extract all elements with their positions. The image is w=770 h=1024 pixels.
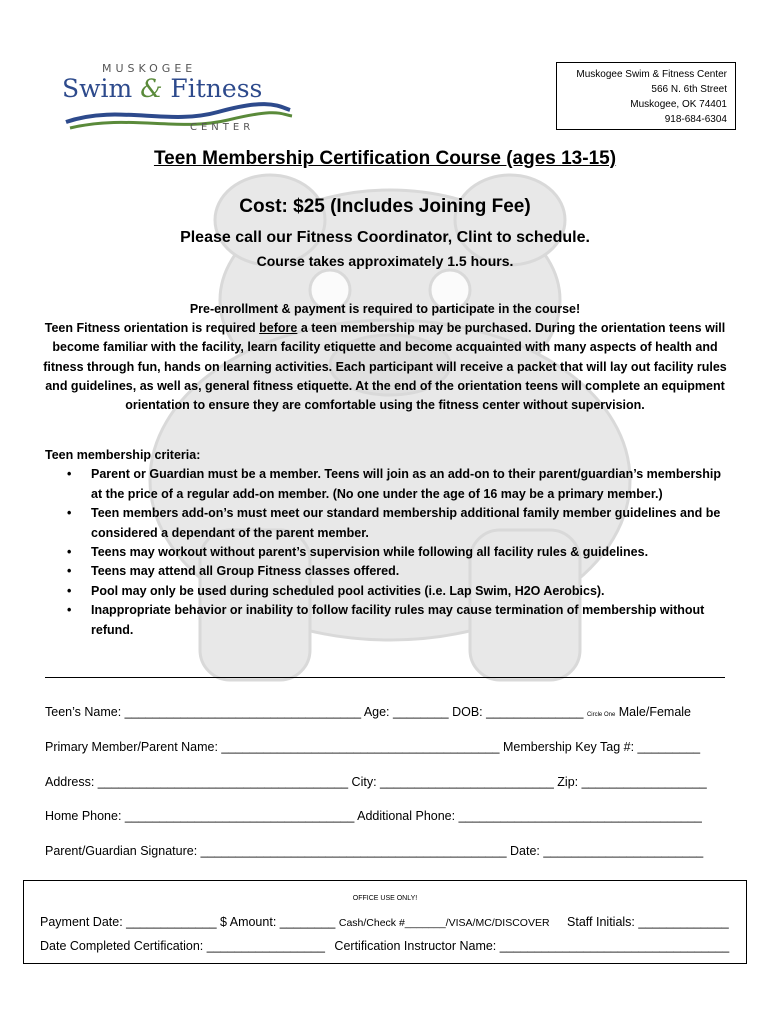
intro-text-rest: a teen membership may be purchased. During the orientation teens will become familiar with the facility, learn facility etiquette and become acquainted with many aspects of health and fitness through fun, hands on learning activities. Each participant will receive a packet that will lay out facility rules and guidelines, as well as, general fitness etiquette. At the end of the orientation teens will complete an equipment orientation to ensure they are comfortable using the fitness center without supervision.	[43, 321, 727, 413]
list-item: • Teens may workout without parent’s supervision while following all facility rules & guidelines.	[45, 543, 735, 562]
staff-initials-field[interactable]: Staff Initials: _____________	[567, 915, 729, 929]
call-line: Please call our Fitness Coordinator, Clint to schedule.	[180, 229, 590, 246]
date-completed-field[interactable]: Date Completed Certification: _________________	[40, 939, 325, 953]
circle-one-label: Circle One	[586, 712, 616, 718]
office-use-header: OFFICE USE ONLY!	[352, 895, 418, 902]
teen-info-row[interactable]	[45, 705, 691, 719]
center-logo	[58, 62, 298, 140]
payment-method-field[interactable]: Cash/Check #_______/VISA/MC/DISCOVER	[338, 917, 550, 929]
cost-line: Cost: $25 (Includes Joining Fee)	[239, 196, 531, 217]
center-phone: 918-684-6304	[664, 114, 727, 125]
center-city: Muskogee, OK 74401	[630, 99, 727, 110]
criteria-section	[45, 446, 735, 640]
phone-field[interactable]: Home Phone: _________________________________ Additional Phone: ___________________________________	[45, 809, 702, 823]
logo-bottom-text: CENTER	[190, 122, 255, 133]
criteria-list	[45, 465, 735, 640]
logo-wave-icon	[58, 102, 298, 132]
payment-date-field[interactable]: Payment Date: _____________ $ Amount: ________	[40, 915, 336, 929]
logo-main-text	[62, 74, 262, 103]
center-name: Muskogee Swim & Fitness Center	[576, 69, 727, 80]
gender-field[interactable]: Male/Female	[618, 705, 692, 719]
duration-line: Course takes approximately 1.5 hours.	[256, 253, 514, 269]
primary-member-field[interactable]: Primary Member/Parent Name: ________________________________________ Membership Key Tag #: _________	[45, 740, 701, 754]
list-item: • Teens may attend all Group Fitness classes offered.	[45, 562, 735, 581]
address-field[interactable]: Address: ____________________________________ City: _________________________ Zip: __________________	[45, 775, 707, 789]
criteria-heading: Teen membership criteria:	[45, 448, 201, 462]
center-street: 566 N. 6th Street	[651, 84, 727, 95]
list-item: • Inappropriate behavior or inability to follow facility rules may cause termination of membership without refund.	[45, 601, 735, 640]
list-item: • Parent or Guardian must be a member. Teens will join as an add-on to their parent/guardian’s membership at the price of a regular add-on member. (No one under the age of 16 may be a primary member.)	[45, 465, 735, 504]
instructor-field[interactable]: Certification Instructor Name: _________________________________	[334, 939, 730, 953]
payment-row[interactable]	[40, 915, 729, 929]
intro-emphasis: before	[259, 321, 298, 336]
logo-ampersand: &	[140, 74, 163, 103]
divider	[45, 677, 725, 678]
teen-name-field[interactable]: Teen’s Name: __________________________________ Age: ________ DOB: ______________	[45, 705, 584, 719]
list-item: • Teen members add-on’s must meet our standard membership additional family member guidelines and be considered a dependant of the parent member.	[45, 504, 735, 543]
logo-top-text: MUSKOGEE	[102, 62, 197, 75]
page-title: Teen Membership Certification Course (ages 13-15)	[153, 148, 617, 169]
intro-block	[40, 300, 730, 415]
pre-enrollment-note: Pre-enrollment & payment is required to participate in the course!	[189, 302, 581, 316]
office-use-box	[23, 880, 747, 964]
logo-fitness: Fitness	[170, 74, 263, 103]
intro-paragraph	[40, 319, 730, 415]
intro-text-start: Teen Fitness orientation is required	[44, 321, 260, 336]
list-item: • Pool may only be used during scheduled pool activities (i.e. Lap Swim, H2O Aerobics).	[45, 582, 735, 601]
logo-swim: Swim	[62, 74, 133, 103]
signature-field[interactable]: Parent/Guardian Signature: ____________________________________________ Date: _______________________	[45, 844, 704, 858]
certification-row[interactable]	[40, 939, 729, 953]
address-box	[556, 62, 736, 130]
